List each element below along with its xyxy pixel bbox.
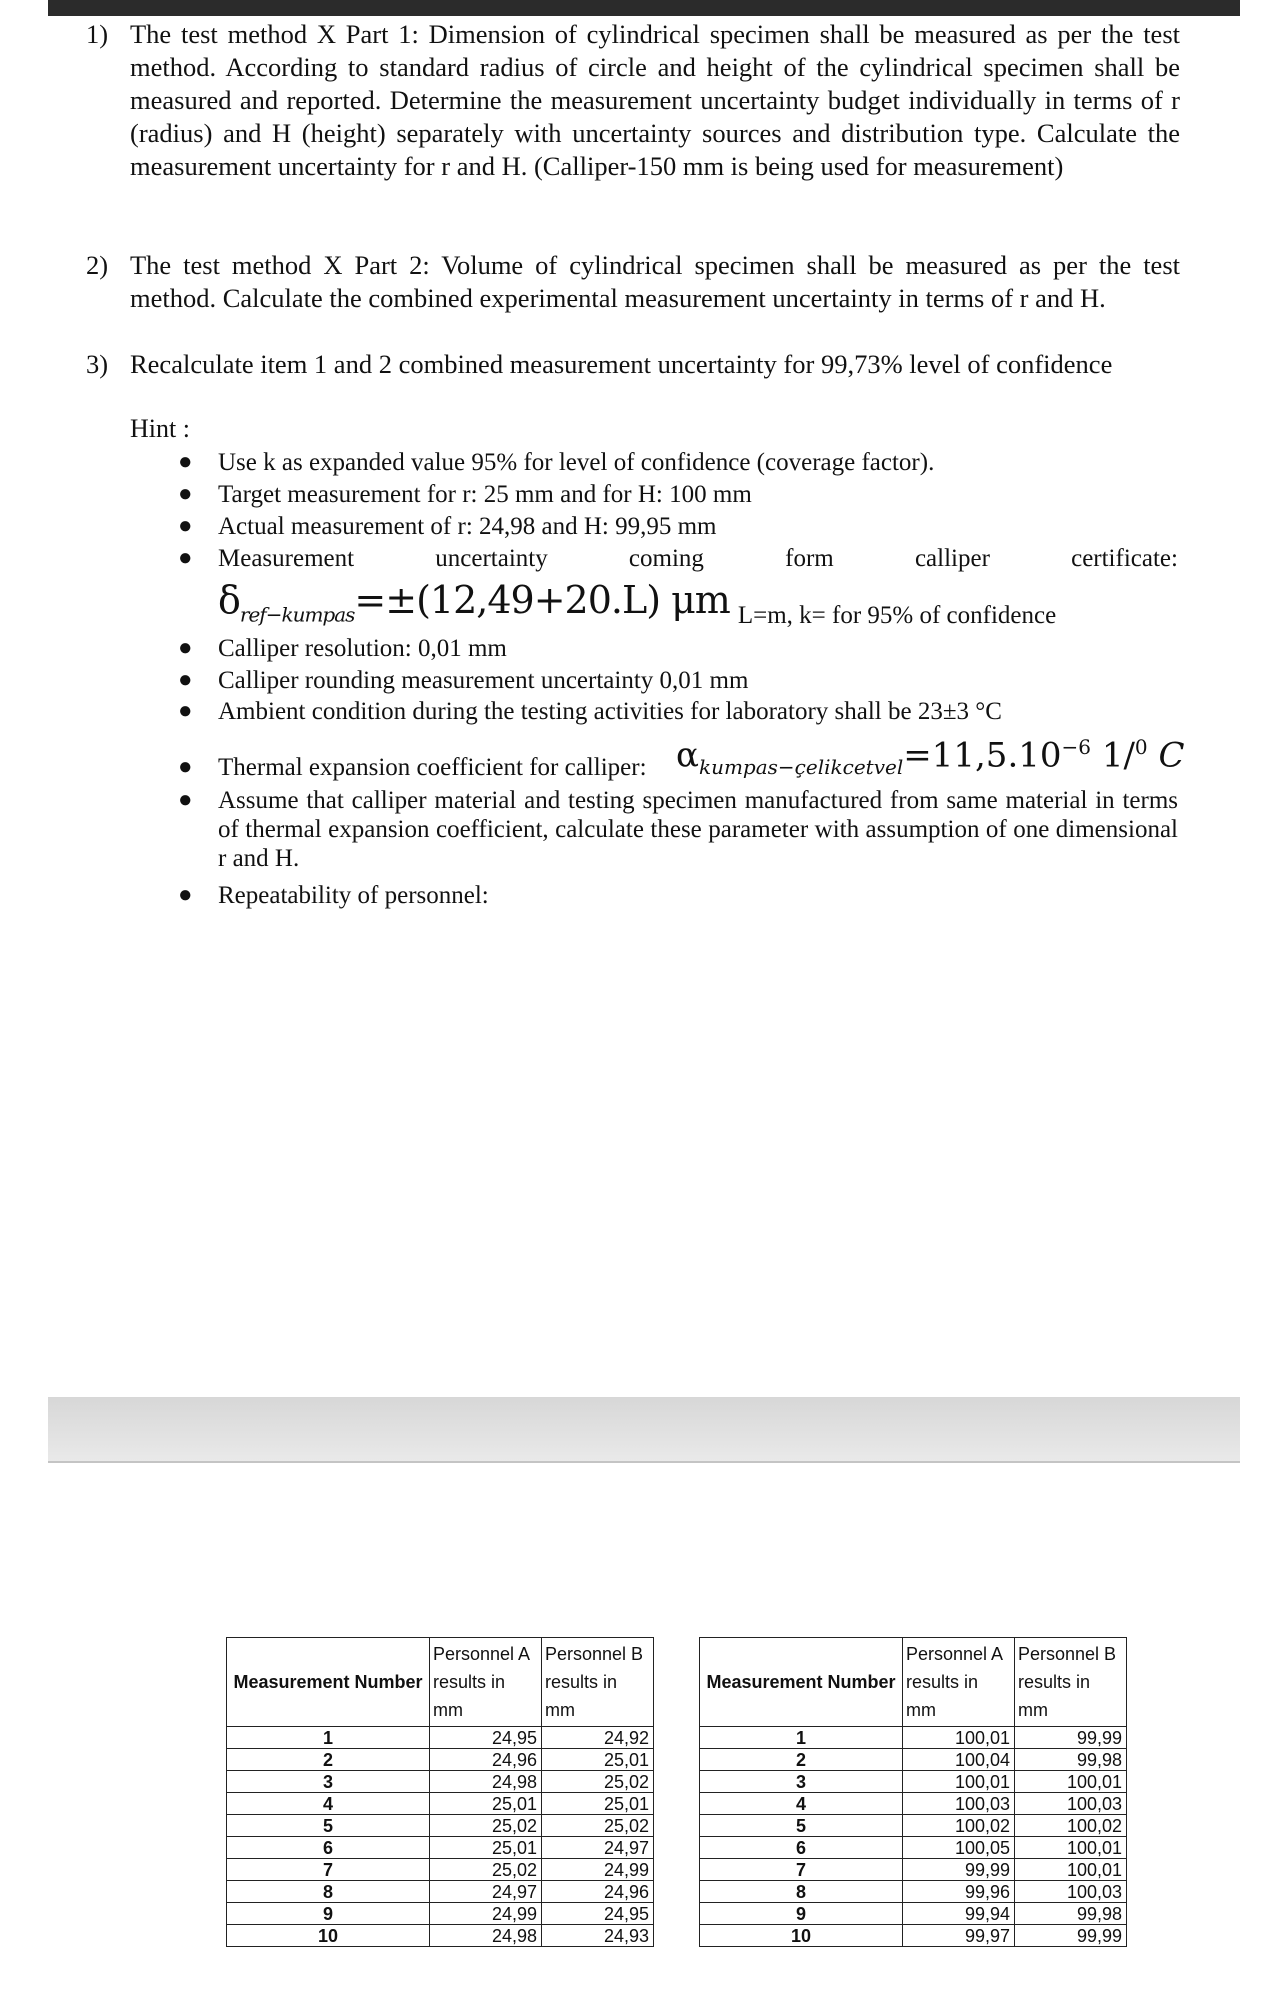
hint-bullet: ● Use k as expanded value 95% for level of confidence (coverage factor). bbox=[178, 449, 935, 476]
personnel-a-cell: 24,99 bbox=[430, 1903, 542, 1925]
table-row bbox=[227, 1727, 654, 1749]
header-measurement-number: Measurement Number bbox=[227, 1638, 430, 1727]
table-row bbox=[227, 1903, 654, 1925]
measurement-number-cell: 3 bbox=[700, 1771, 903, 1793]
question-3 bbox=[86, 348, 1180, 381]
personnel-a-cell: 99,99 bbox=[903, 1859, 1015, 1881]
personnel-a-cell: 25,02 bbox=[430, 1859, 542, 1881]
top-dark-bar bbox=[48, 0, 1240, 16]
personnel-b-cell: 25,02 bbox=[542, 1815, 654, 1837]
personnel-a-cell: 99,94 bbox=[903, 1903, 1015, 1925]
personnel-a-cell: 24,97 bbox=[430, 1881, 542, 1903]
personnel-b-cell: 24,93 bbox=[542, 1925, 654, 1947]
personnel-a-cell: 24,95 bbox=[430, 1727, 542, 1749]
personnel-b-cell: 100,03 bbox=[1015, 1793, 1127, 1815]
personnel-b-cell: 24,99 bbox=[542, 1859, 654, 1881]
personnel-b-cell: 24,96 bbox=[542, 1881, 654, 1903]
table-row bbox=[227, 1749, 654, 1771]
personnel-a-cell: 25,02 bbox=[430, 1815, 542, 1837]
table-row bbox=[227, 1771, 654, 1793]
table-row bbox=[700, 1749, 1127, 1771]
header-personnel-a: Personnel A results in mm bbox=[430, 1638, 542, 1727]
table-row bbox=[227, 1837, 654, 1859]
personnel-a-cell: 100,01 bbox=[903, 1727, 1015, 1749]
table-row bbox=[700, 1881, 1127, 1903]
personnel-a-cell: 24,98 bbox=[430, 1925, 542, 1947]
measurement-number-cell: 5 bbox=[700, 1815, 903, 1837]
personnel-b-cell: 100,01 bbox=[1015, 1859, 1127, 1881]
personnel-a-cell: 25,01 bbox=[430, 1837, 542, 1859]
personnel-a-cell: 100,04 bbox=[903, 1749, 1015, 1771]
hint-bullet: ● Thermal expansion coefficient for calliper: bbox=[178, 754, 647, 781]
personnel-b-cell: 25,01 bbox=[542, 1749, 654, 1771]
hint-bullet: ● Ambient condition during the testing activities for laboratory shall be 23±3 °C bbox=[178, 698, 1002, 725]
hint-bullet: ● Assume that calliper material and testing specimen manufactured from same material in terms of thermal expansion coefficient, calculate these parameter with assumption of one dimensional r and H. bbox=[178, 787, 1178, 872]
table-row bbox=[700, 1903, 1127, 1925]
personnel-b-cell: 24,92 bbox=[542, 1727, 654, 1749]
height-repeatability-table bbox=[699, 1637, 1127, 1947]
hint-bullet: ● Calliper rounding measurement uncertainty 0,01 mm bbox=[178, 667, 749, 694]
personnel-a-cell: 100,01 bbox=[903, 1771, 1015, 1793]
calliper-uncertainty-formula: $\delta_{ref-kumpas}=\pm(12,49+20.L)$ μm $_{L=m, k= for 95\% of confidence}$ bbox=[218, 578, 1057, 629]
personnel-a-cell: 24,96 bbox=[430, 1749, 542, 1771]
table-header-row bbox=[700, 1638, 1127, 1727]
table-row bbox=[700, 1925, 1127, 1947]
radius-repeatability-table bbox=[226, 1637, 654, 1947]
measurement-number-cell: 2 bbox=[700, 1749, 903, 1771]
personnel-b-cell: 99,99 bbox=[1015, 1727, 1127, 1749]
measurement-number-cell: 7 bbox=[700, 1859, 903, 1881]
measurement-number-cell: 8 bbox=[700, 1881, 903, 1903]
table-row bbox=[227, 1925, 654, 1947]
measurement-number-cell: 10 bbox=[700, 1925, 903, 1947]
header-personnel-b: Personnel B results in mm bbox=[1015, 1638, 1127, 1727]
table-row bbox=[700, 1771, 1127, 1793]
question-text: The test method X Part 2: Volume of cylindrical specimen shall be measured as per the test method. Calculate the combined experimental measurement uncertainty in terms of r and H. bbox=[130, 250, 1180, 313]
table-row bbox=[227, 1793, 654, 1815]
table-row bbox=[700, 1727, 1127, 1749]
table-row bbox=[700, 1815, 1127, 1837]
personnel-b-cell: 24,97 bbox=[542, 1837, 654, 1859]
measurement-number-cell: 6 bbox=[700, 1837, 903, 1859]
measurement-number-cell: 9 bbox=[227, 1903, 430, 1925]
measurement-number-cell: 1 bbox=[700, 1727, 903, 1749]
personnel-b-cell: 100,01 bbox=[1015, 1837, 1127, 1859]
personnel-a-cell: 100,03 bbox=[903, 1793, 1015, 1815]
measurement-number-cell: 3 bbox=[227, 1771, 430, 1793]
page-divider bbox=[48, 1397, 1240, 1463]
header-measurement-number: Measurement Number bbox=[700, 1638, 903, 1727]
personnel-b-cell: 100,02 bbox=[1015, 1815, 1127, 1837]
personnel-a-cell: 100,02 bbox=[903, 1815, 1015, 1837]
personnel-b-cell: 25,02 bbox=[542, 1771, 654, 1793]
hint-bullet: ● Actual measurement of r: 24,98 and H: 99,95 mm bbox=[178, 513, 717, 540]
thermal-expansion-formula: $\alpha_{kumpas-çelikcetvel}=11,5.10^{-6}$ 1/$^0$ C bbox=[676, 735, 1185, 780]
personnel-b-cell: 99,98 bbox=[1015, 1749, 1127, 1771]
measurement-number-cell: 1 bbox=[227, 1727, 430, 1749]
question-text: Recalculate item 1 and 2 combined measurement uncertainty for 99,73% level of confidence bbox=[130, 349, 1113, 379]
personnel-b-cell: 99,98 bbox=[1015, 1903, 1127, 1925]
hint-bullet: ● Calliper resolution: 0,01 mm bbox=[178, 635, 507, 662]
measurement-number-cell: 4 bbox=[227, 1793, 430, 1815]
question-1 bbox=[86, 18, 1180, 183]
table-header-row bbox=[227, 1638, 654, 1727]
personnel-b-cell: 25,01 bbox=[542, 1793, 654, 1815]
personnel-b-cell: 24,95 bbox=[542, 1903, 654, 1925]
table-row bbox=[227, 1881, 654, 1903]
hint-bullet: ● Repeatability of personnel: bbox=[178, 882, 489, 909]
measurement-number-cell: 7 bbox=[227, 1859, 430, 1881]
measurement-number-cell: 4 bbox=[700, 1793, 903, 1815]
table-row bbox=[227, 1815, 654, 1837]
measurement-number-cell: 6 bbox=[227, 1837, 430, 1859]
personnel-a-cell: 100,05 bbox=[903, 1837, 1015, 1859]
personnel-a-cell: 24,98 bbox=[430, 1771, 542, 1793]
personnel-a-cell: 99,96 bbox=[903, 1881, 1015, 1903]
question-number: 2) bbox=[86, 250, 109, 280]
header-personnel-a: Personnel A results in mm bbox=[903, 1638, 1015, 1727]
question-2 bbox=[86, 249, 1180, 315]
header-personnel-b: Personnel B results in mm bbox=[542, 1638, 654, 1727]
measurement-number-cell: 9 bbox=[700, 1903, 903, 1925]
measurement-number-cell: 2 bbox=[227, 1749, 430, 1771]
question-text: The test method X Part 1: Dimension of cylindrical specimen shall be measured as per the test method. According to standard radius of circle and height of the cylindrical specimen shall be measured and reported. Determine the measurement uncertainty budget individually in terms of r (radius) and H (height) separately with uncertainty sources and distribution type. Calculate the measurement uncertainty for r and H. (Calliper-150 mm is being used for measurement) bbox=[130, 19, 1180, 181]
table-row bbox=[227, 1859, 654, 1881]
personnel-b-cell: 100,03 bbox=[1015, 1881, 1127, 1903]
question-number: 1) bbox=[86, 19, 109, 49]
measurement-number-cell: 8 bbox=[227, 1881, 430, 1903]
table-row bbox=[700, 1837, 1127, 1859]
hint-bullet: ● Measurement uncertainty coming form calliper certificate: bbox=[178, 545, 1178, 572]
hint-label: Hint : bbox=[130, 414, 190, 443]
table-row bbox=[700, 1859, 1127, 1881]
table-row bbox=[700, 1793, 1127, 1815]
personnel-a-cell: 25,01 bbox=[430, 1793, 542, 1815]
measurement-number-cell: 5 bbox=[227, 1815, 430, 1837]
personnel-b-cell: 100,01 bbox=[1015, 1771, 1127, 1793]
question-number: 3) bbox=[86, 349, 109, 379]
personnel-b-cell: 99,99 bbox=[1015, 1925, 1127, 1947]
measurement-number-cell: 10 bbox=[227, 1925, 430, 1947]
hint-bullet: ● Target measurement for r: 25 mm and for H: 100 mm bbox=[178, 481, 752, 508]
personnel-a-cell: 99,97 bbox=[903, 1925, 1015, 1947]
